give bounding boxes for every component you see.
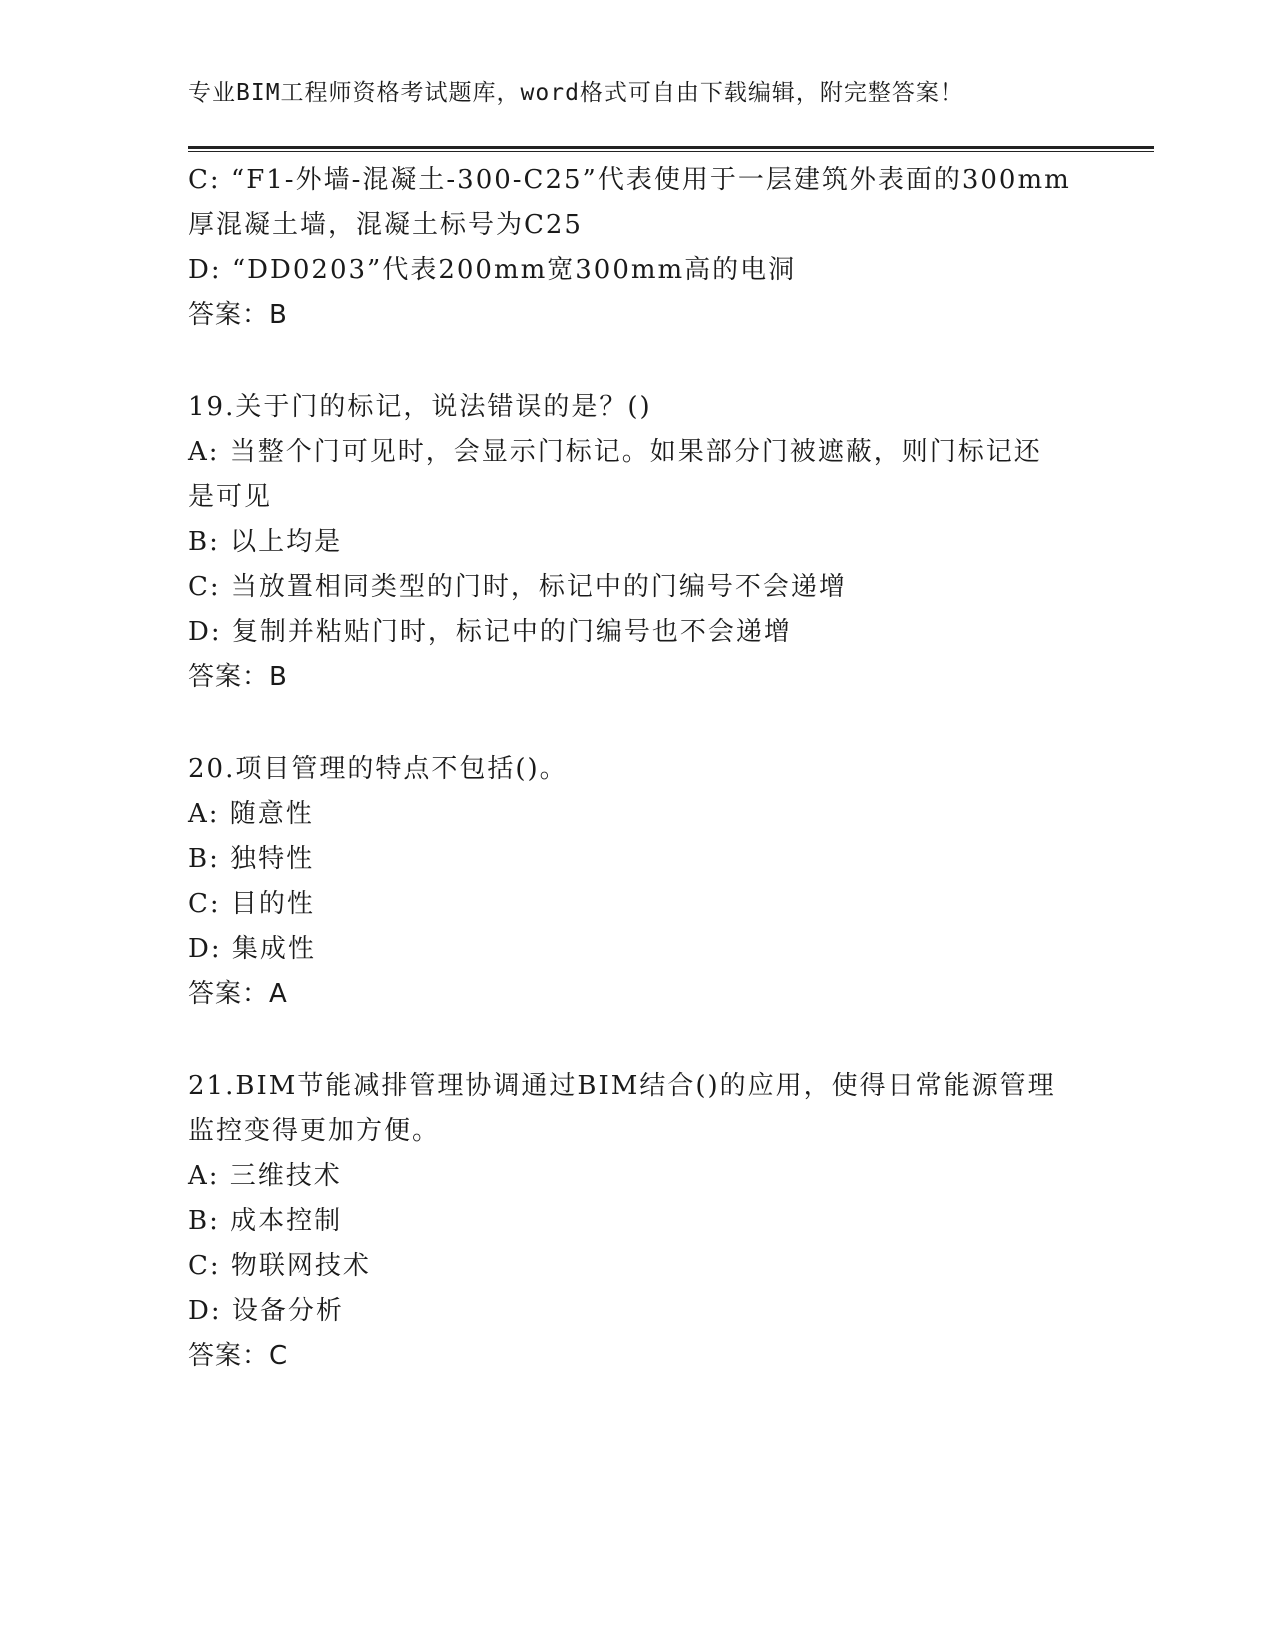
q20-option-c: C: 目的性 bbox=[188, 889, 315, 919]
q19-question: 19.关于门的标记，说法错误的是？() bbox=[188, 392, 652, 422]
q18-option-d: D: “DD0203”代表200mm宽300mm高的电洞 bbox=[188, 255, 797, 285]
q19-option-a-line1: A: 当整个门可见时，会显示门标记。如果部分门被遮蔽，则门标记还 bbox=[188, 437, 1042, 467]
q20-option-b: B: 独特性 bbox=[188, 844, 315, 874]
page-header: 专业BIM工程师资格考试题库，word格式可自由下载编辑，附完整答案！ bbox=[188, 80, 964, 106]
question-content bbox=[188, 158, 1088, 1379]
q21-option-d: D: 设备分析 bbox=[188, 1296, 344, 1326]
q18-answer: 答案：B bbox=[188, 300, 288, 330]
q20-question: 20.项目管理的特点不包括()。 bbox=[188, 754, 568, 784]
q19-option-b: B: 以上均是 bbox=[188, 527, 343, 557]
q18-option-c-line1: C: “F1-外墙-混凝土-300-C25”代表使用于一层建筑外表面的300mm bbox=[188, 165, 1071, 195]
q19-answer: 答案：B bbox=[188, 662, 288, 692]
q21-question-line1: 21.BIM节能减排管理协调通过BIM结合()的应用，使得日常能源管理 bbox=[188, 1071, 1056, 1101]
q20-option-d: D: 集成性 bbox=[188, 934, 316, 964]
q21-option-b: B: 成本控制 bbox=[188, 1206, 343, 1236]
q19-option-a-line2: 是可见 bbox=[188, 482, 273, 512]
q21-option-a: A: 三维技术 bbox=[188, 1161, 342, 1191]
header-rule-thin bbox=[188, 151, 1154, 152]
q19-option-c: C: 当放置相同类型的门时，标记中的门编号不会递增 bbox=[188, 572, 847, 602]
q18-option-c-line2: 厚混凝土墙，混凝土标号为C25 bbox=[188, 210, 583, 240]
q21-question-line2: 监控变得更加方便。 bbox=[188, 1116, 441, 1146]
q20-option-a: A: 随意性 bbox=[188, 799, 314, 829]
header-rule-thick bbox=[188, 146, 1154, 149]
q20-answer: 答案：A bbox=[188, 979, 288, 1009]
q19-option-d: D: 复制并粘贴门时，标记中的门编号也不会递增 bbox=[188, 617, 792, 647]
q21-option-c: C: 物联网技术 bbox=[188, 1251, 371, 1281]
q21-answer: 答案：C bbox=[188, 1341, 289, 1371]
